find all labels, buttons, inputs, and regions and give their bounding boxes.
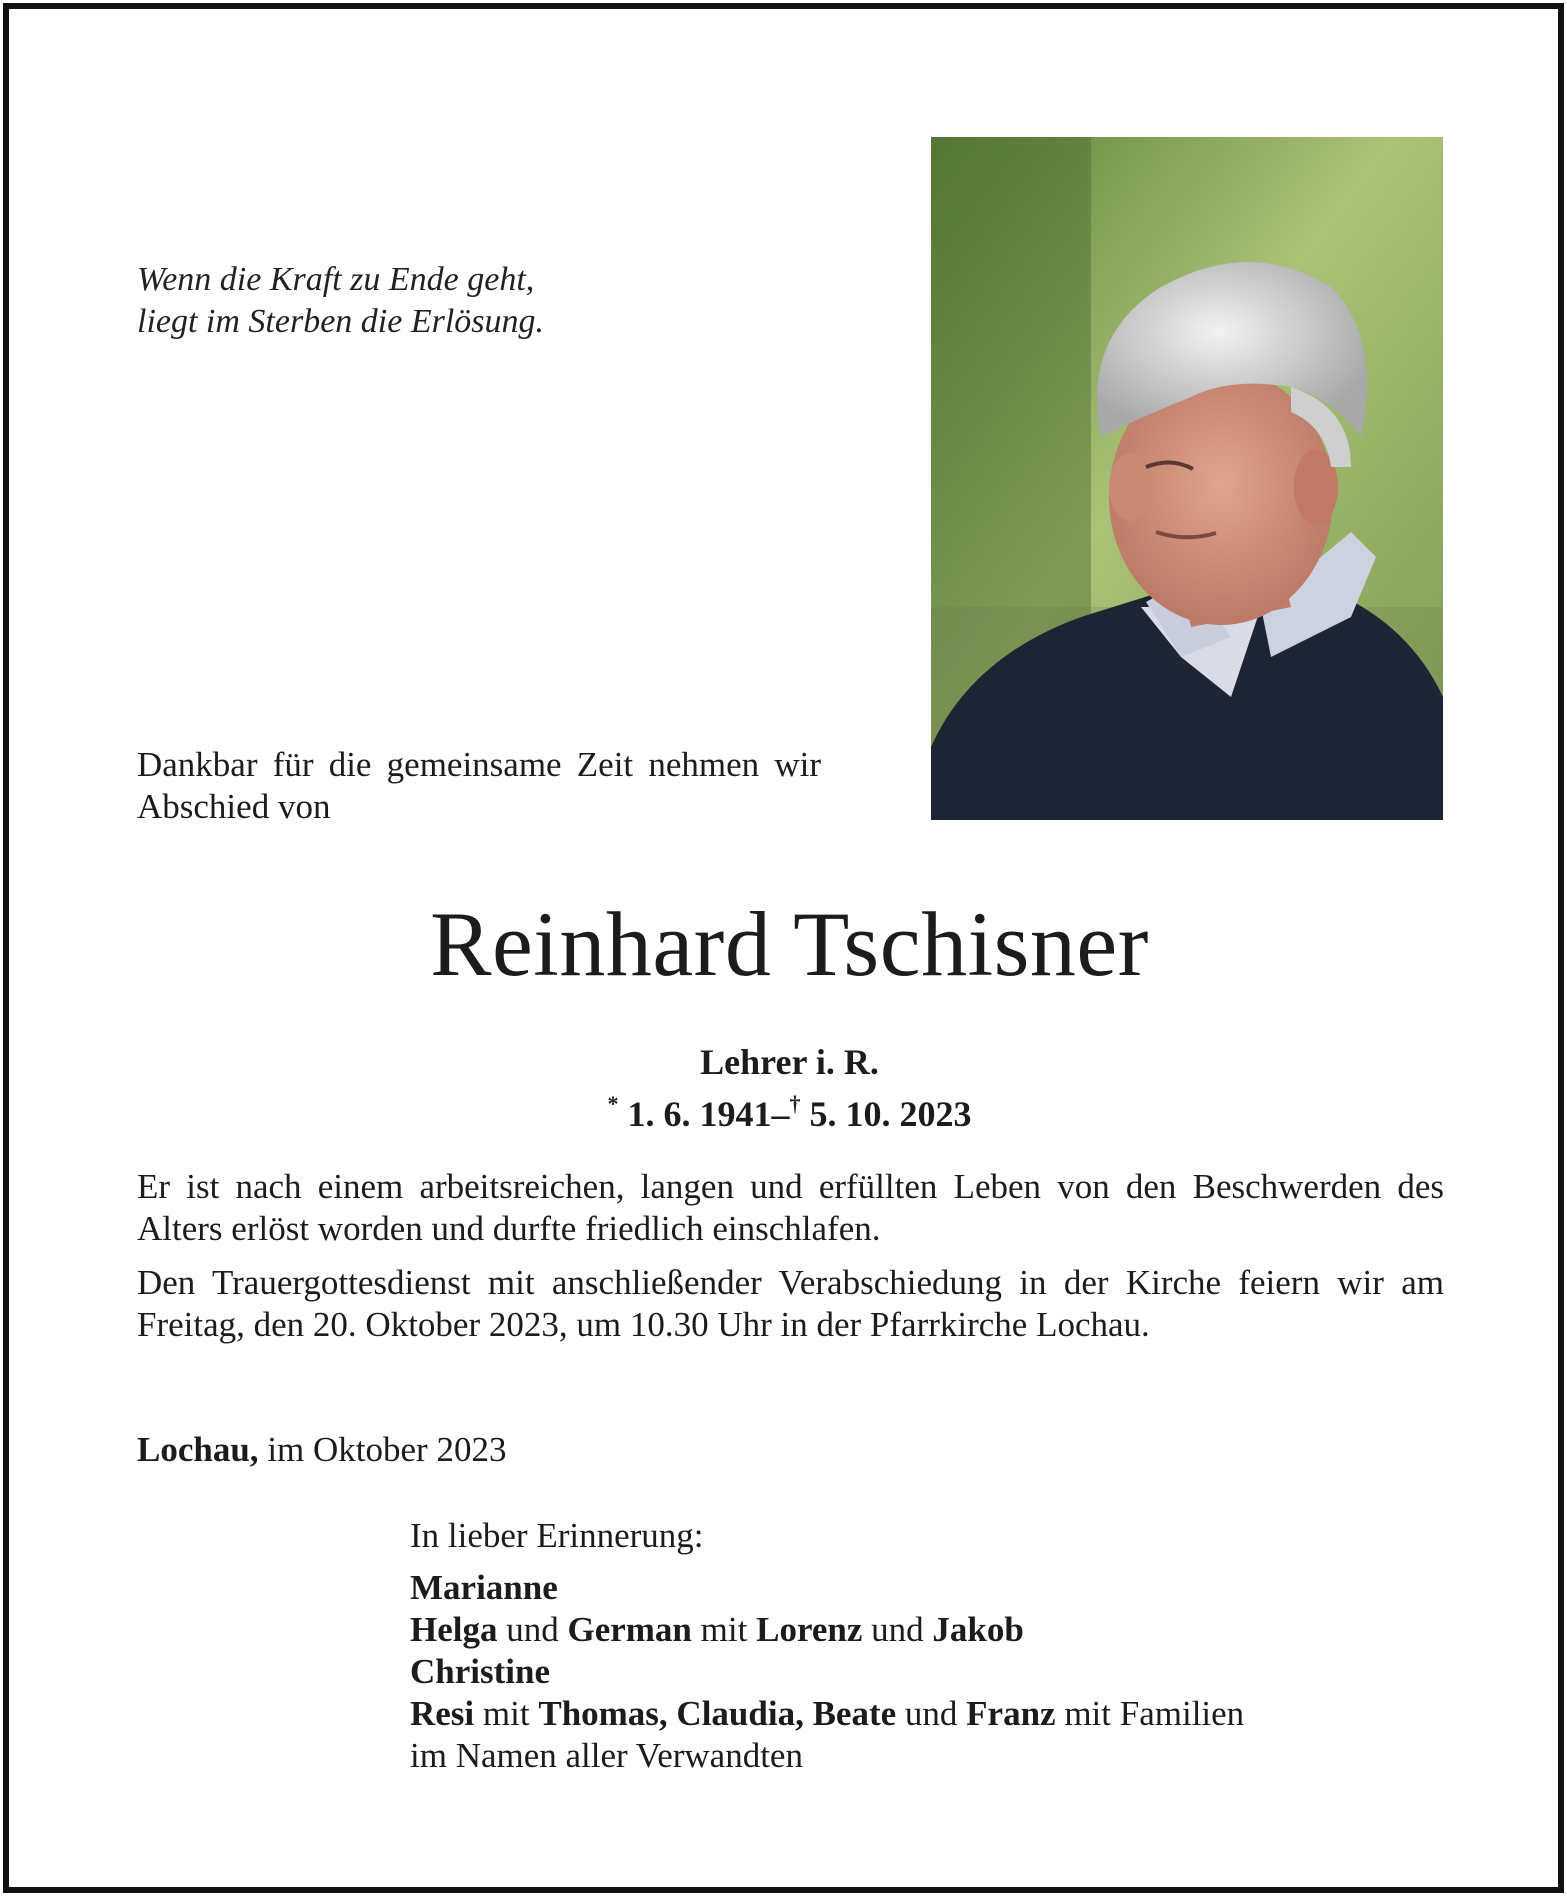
- date-separator: –: [771, 1094, 790, 1134]
- connector-word: und: [497, 1610, 568, 1649]
- mourner-name: Jakob: [932, 1610, 1024, 1649]
- motto-line: Wenn die Kraft zu Ende geht,: [137, 261, 535, 298]
- connector-word: mit: [691, 1610, 757, 1649]
- mourners-heading: In lieber Erinnerung:: [410, 1516, 704, 1555]
- place-date: [137, 1429, 506, 1471]
- mourner-name: Thomas, Claudia, Beate: [538, 1694, 897, 1733]
- date: im Oktober 2023: [267, 1430, 507, 1469]
- connector-word: mit: [474, 1694, 539, 1733]
- mourner-name: Helga: [410, 1610, 498, 1649]
- motto-quote: [137, 259, 697, 343]
- motto-line: liegt im Sterben die Erlösung.: [137, 303, 545, 340]
- mourner-name: Lorenz: [756, 1610, 863, 1649]
- connector-word: und: [896, 1694, 967, 1733]
- birth-symbol: *: [607, 1091, 619, 1116]
- connector-word: und: [862, 1610, 933, 1649]
- mourner-line: [410, 1693, 1450, 1735]
- death-date: 5. 10. 2023: [809, 1094, 972, 1134]
- mourner-name: Christine: [410, 1652, 550, 1691]
- mourner-name: Marianne: [410, 1568, 558, 1607]
- portrait-photo: [931, 137, 1443, 820]
- birth-date: 1. 6. 1941: [627, 1094, 772, 1134]
- mourner-line: [410, 1651, 1450, 1693]
- death-symbol: †: [789, 1091, 801, 1116]
- life-dates: [9, 1085, 1567, 1135]
- body-paragraph: Er ist nach einem arbeitsreichen, langen und erfüllten Leben von den Beschwerden des Alters erlöst worden und durfte friedlich einschlafen.: [137, 1167, 1444, 1248]
- obituary-frame: [3, 3, 1564, 1893]
- intro-text: Dankbar für die gemeinsame Zeit nehmen wir Abschied von: [137, 745, 821, 826]
- mourner-line: im Namen aller Verwandten: [410, 1736, 803, 1775]
- mourner-name: Resi: [410, 1694, 475, 1733]
- deceased-name: Reinhard Tschisner: [430, 893, 1149, 995]
- mourner-line: [410, 1567, 1450, 1609]
- mourner-name: Franz: [966, 1694, 1056, 1733]
- place: Lochau,: [137, 1430, 259, 1469]
- deceased-title: Lehrer i. R.: [700, 1042, 879, 1082]
- service-paragraph: Den Trauergottesdienst mit anschließender Verabschiedung in der Kirche feiern wir am Freitag, den 20. Oktober 2023, um 10.30 Uhr in der Pfarrkirche Lochau.: [137, 1263, 1444, 1344]
- mourner-name: German: [567, 1610, 692, 1649]
- mourners-list: [410, 1515, 1450, 1777]
- mourner-line: [410, 1609, 1450, 1651]
- connector-word: mit Familien: [1055, 1694, 1245, 1733]
